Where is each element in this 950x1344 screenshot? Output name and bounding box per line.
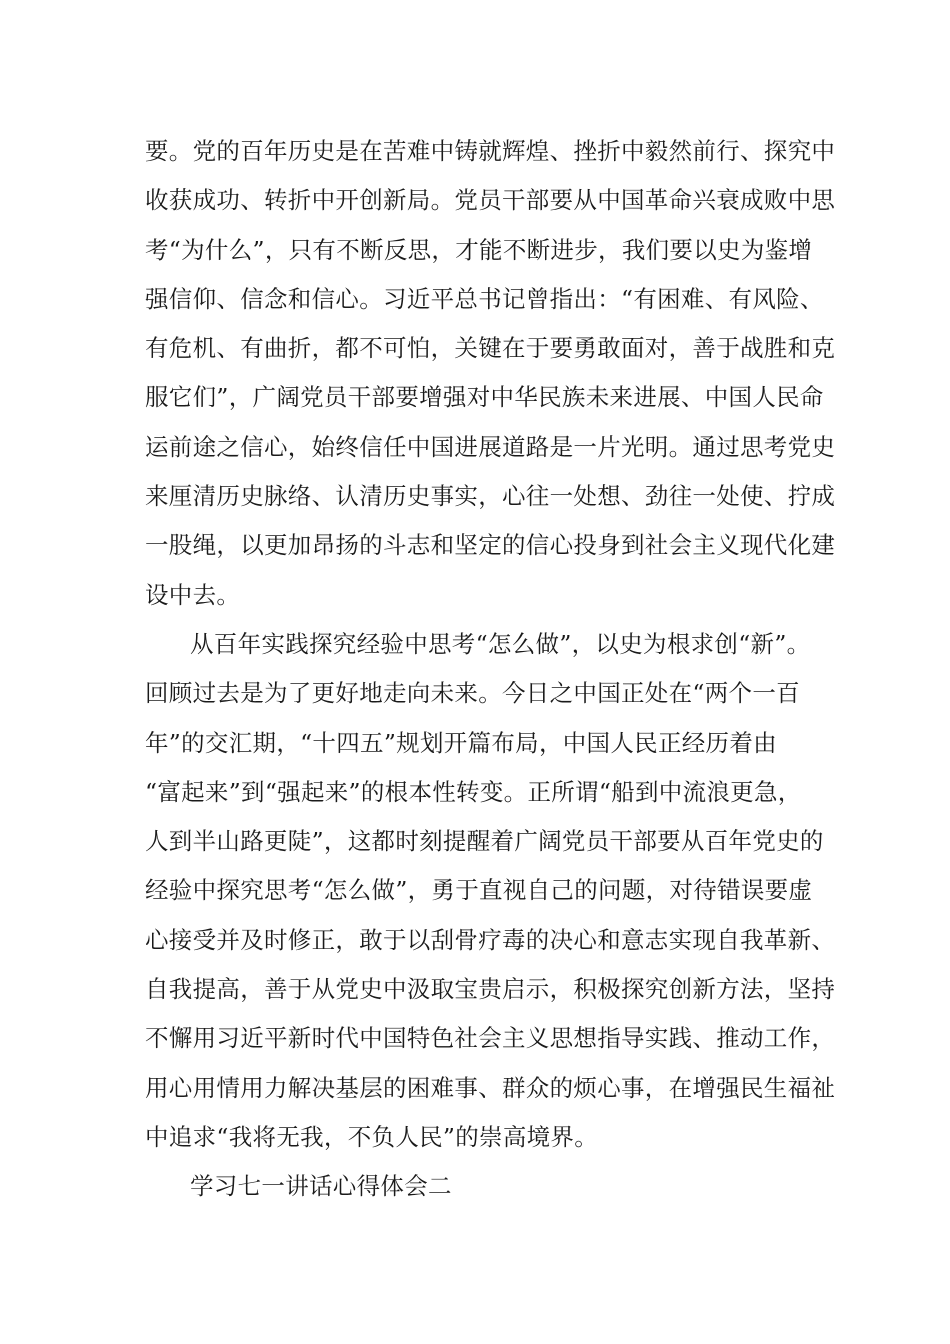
paragraph-line: 有危机、有曲折，都不可怕，关键在于要勇敢面对，善于战胜和克 bbox=[145, 334, 836, 363]
paragraph-line: 来厘清历史脉络、认清历史事实，心往一处想、劲往一处使、拧成 bbox=[145, 482, 836, 511]
paragraph-line: 运前途之信心，始终信任中国进展道路是一片光明。通过思考党史 bbox=[145, 432, 836, 461]
document-body bbox=[145, 127, 835, 1212]
paragraph-1 bbox=[145, 127, 835, 620]
paragraph-line: “富起来”到“强起来”的根本性转变。正所谓“船到中流浪更急， bbox=[145, 777, 802, 806]
paragraph-line: 强信仰、信念和信心。习近平总书记曾指出：“有困难、有风险、 bbox=[145, 284, 824, 313]
section-title: 学习七一讲话心得体会二 bbox=[190, 1172, 452, 1201]
paragraph-line: 经验中探究思考“怎么做”，勇于直视自己的问题，对待错误要虚 bbox=[145, 876, 813, 905]
section-heading bbox=[145, 1162, 835, 1211]
paragraph-line: 从百年实践探究经验中思考“怎么做”，以史为根求创“新”。 bbox=[190, 629, 811, 658]
paragraph-line: 要。党的百年历史是在苦难中铸就辉煌、挫折中毅然前行、探究中 bbox=[145, 137, 836, 165]
paragraph-line: 年”的交汇期，“十四五”规划开篇布局，中国人民正经历着由 bbox=[145, 728, 777, 757]
paragraph-line: 用心用情用力解决基层的困难事、群众的烦心事，在增强民生福祉 bbox=[145, 1073, 836, 1102]
paragraph-line: 考“为什么”，只有不断反思，才能不断进步，我们要以史为鉴增 bbox=[145, 235, 813, 264]
paragraph-2 bbox=[145, 620, 835, 1162]
paragraph-line: 中追求“我将无我，不负人民”的崇高境界。 bbox=[145, 1122, 599, 1151]
paragraph-line: 服它们”，广阔党员干部要增强对中华民族未来进展、中国人民命 bbox=[145, 383, 824, 412]
paragraph-line: 人到半山路更陡”，这都时刻提醒着广阔党员干部要从百年党史的 bbox=[145, 827, 824, 856]
paragraph-line: 自我提高，善于从党史中汲取宝贵启示，积极探究创新方法，坚持 bbox=[145, 975, 836, 1004]
paragraph-line: 收获成功、转折中开创新局。党员干部要从中国革命兴衰成败中思 bbox=[145, 186, 836, 215]
paragraph-line: 一股绳，以更加昂扬的斗志和坚定的信心投身到社会主义现代化建 bbox=[145, 531, 836, 560]
paragraph-line: 回顾过去是为了更好地走向未来。今日之中国正处在“两个一百 bbox=[145, 679, 800, 708]
paragraph-line: 设中去。 bbox=[145, 580, 241, 609]
paragraph-line: 不懈用习近平新时代中国特色社会主义思想指导实践、推动工作， bbox=[145, 1024, 836, 1053]
paragraph-line: 心接受并及时修正，敢于以刮骨疗毒的决心和意志实现自我革新、 bbox=[145, 925, 836, 954]
